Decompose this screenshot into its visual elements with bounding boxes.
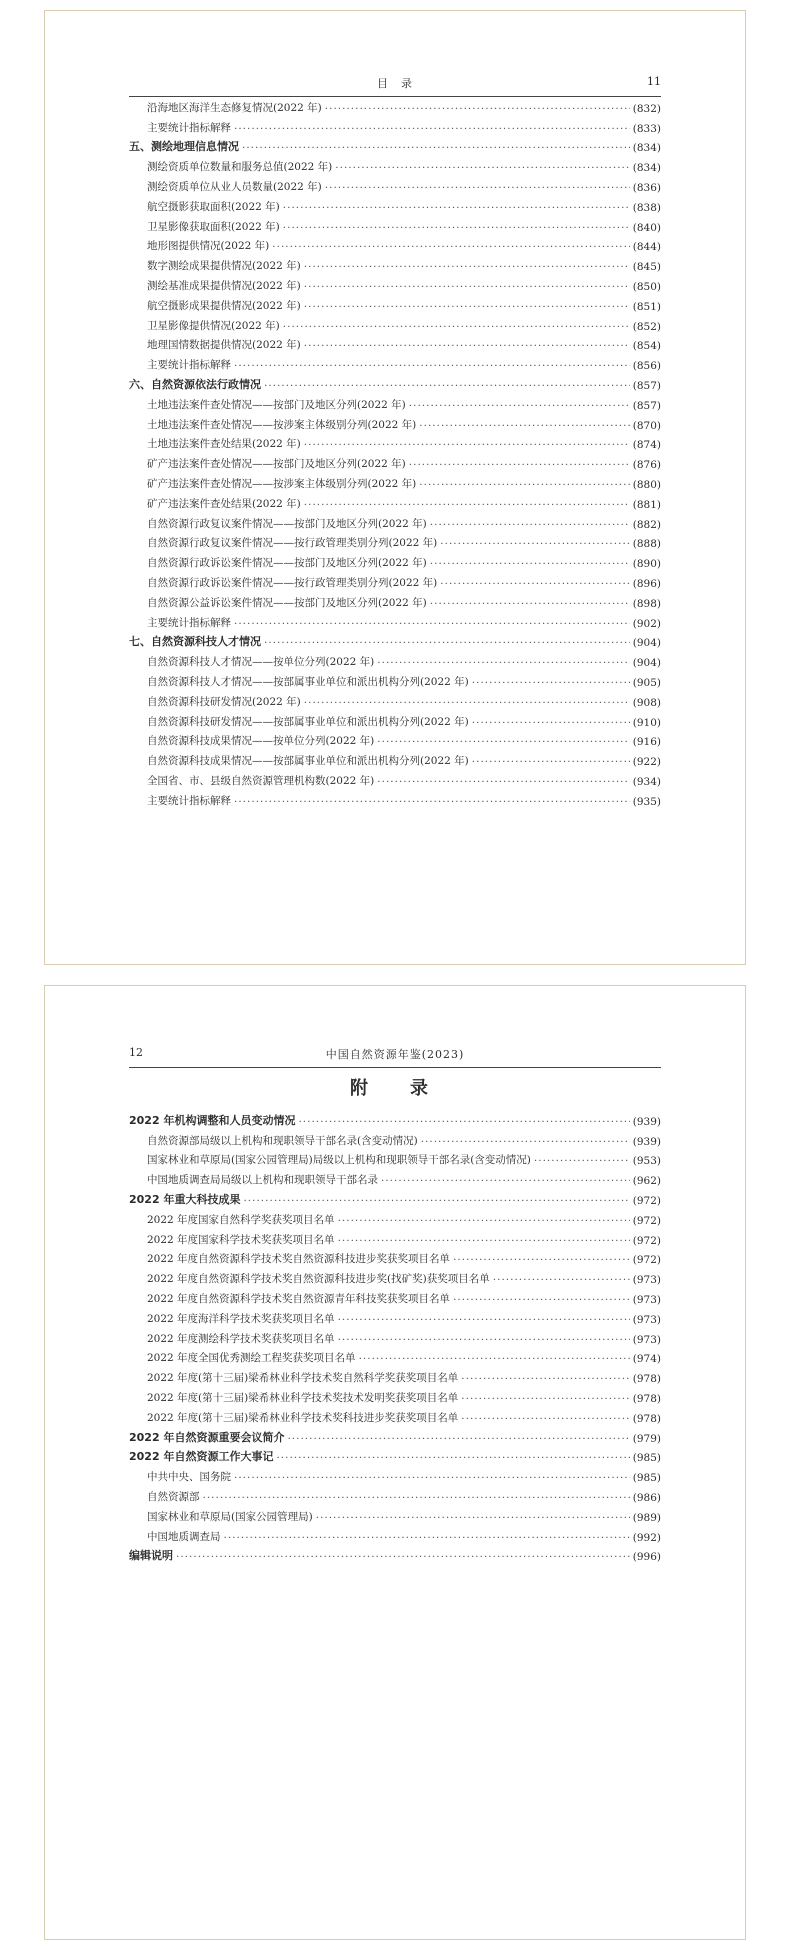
toc-entry-title: 2022 年度国家自然科学奖获奖项目名单: [147, 1213, 335, 1226]
toc-entry-page: (840): [632, 221, 661, 234]
toc-entry-title: 航空摄影成果提供情况(2022 年): [147, 299, 301, 312]
toc-entry[interactable]: [129, 709, 661, 729]
toc-entry-page: (996): [632, 1551, 661, 1564]
toc-entry-title: 中共中央、国务院: [147, 1471, 231, 1484]
toc-entry-page: (896): [632, 577, 661, 590]
toc-entry-page: (904): [632, 637, 661, 650]
dot-leader: [283, 222, 630, 234]
toc-entry-page: (856): [632, 360, 661, 373]
toc-entry-title: 矿产违法案件查处情况——按涉案主体级别分列(2022 年): [147, 477, 417, 490]
dot-leader: [377, 657, 630, 669]
dot-leader: [298, 1116, 629, 1128]
dot-leader: [430, 598, 630, 610]
header-title: 目 录: [377, 77, 413, 90]
toc-entry[interactable]: [129, 432, 661, 452]
toc-entry-page: (972): [632, 1254, 661, 1267]
toc-entry[interactable]: [129, 333, 661, 353]
toc-entry[interactable]: [129, 570, 661, 590]
toc-entry[interactable]: [129, 689, 661, 709]
toc-entry-page: (851): [632, 300, 661, 313]
toc-entry[interactable]: [129, 313, 661, 333]
dot-leader: [461, 1373, 630, 1385]
toc-entry[interactable]: [129, 1207, 661, 1227]
dot-leader: [359, 1353, 630, 1365]
toc-entry-title: 自然资源行政诉讼案件情况——按部门及地区分列(2022 年): [147, 557, 427, 570]
toc-section-entry[interactable]: [129, 1108, 661, 1128]
toc-entry-page: (953): [632, 1155, 661, 1168]
toc-entry[interactable]: [129, 1227, 661, 1247]
toc-entry-page: (904): [632, 657, 661, 670]
toc-entry-title: 2022 年自然资源工作大事记: [129, 1450, 274, 1464]
toc-entry-page: (850): [632, 280, 661, 293]
toc-entry[interactable]: [129, 194, 661, 214]
toc-entry[interactable]: [129, 669, 661, 689]
toc-entry[interactable]: [129, 610, 661, 630]
toc-entry-title: 全国省、市、县级自然资源管理机构数(2022 年): [147, 774, 375, 787]
toc-entry-page: (874): [632, 439, 661, 452]
toc-entry-title: 自然资源公益诉讼案件情况——按部门及地区分列(2022 年): [147, 596, 427, 609]
toc-entry-title: 矿产违法案件查处结果(2022 年): [147, 497, 301, 510]
toc-entry[interactable]: [129, 531, 661, 551]
dot-leader: [419, 420, 630, 432]
toc-entry-page: (834): [632, 162, 661, 175]
header-title: 中国自然资源年鉴(2023): [325, 1048, 465, 1061]
toc-entry-title: 2022 年度海洋科学技术奖获奖项目名单: [147, 1312, 335, 1325]
toc-entry-page: (857): [632, 399, 661, 412]
dot-leader: [440, 578, 630, 590]
toc-entry-page: (979): [632, 1432, 661, 1445]
dot-leader: [421, 1136, 630, 1148]
toc-entry-page: (905): [632, 676, 661, 689]
toc-entry-page: (989): [632, 1511, 661, 1524]
toc-entry-page: (888): [632, 538, 661, 551]
dot-leader: [224, 1532, 630, 1544]
toc-entry-title: 2022 年度自然资源科学技术奖自然资源科技进步奖(找矿奖)获奖项目名单: [147, 1273, 490, 1286]
toc-entry[interactable]: [129, 491, 661, 511]
toc-entry-title: 自然资源行政诉讼案件情况——按行政管理类别分列(2022 年): [147, 576, 438, 589]
toc-entry-title: 2022 年重大科技成果: [129, 1192, 241, 1206]
dot-leader: [242, 142, 630, 154]
dot-leader: [283, 321, 630, 333]
toc-entry[interactable]: [129, 1266, 661, 1286]
toc-entry-title: 自然资源部局级以上机构和现职领导干部名录(含变动情况): [147, 1134, 418, 1147]
dot-leader: [325, 103, 630, 115]
dot-leader: [453, 1254, 630, 1266]
toc-entry[interactable]: [129, 1128, 661, 1148]
toc-entry[interactable]: [129, 293, 661, 313]
toc-entry-title: 土地违法案件查处情况——按部门及地区分列(2022 年): [147, 398, 406, 411]
dot-leader: [203, 1492, 630, 1504]
dot-leader: [461, 1393, 630, 1405]
toc-entry-title: 地形图提供情况(2022 年): [147, 240, 270, 253]
dot-leader: [338, 1334, 630, 1346]
dot-leader: [264, 637, 630, 649]
toc-entry[interactable]: [129, 1365, 661, 1385]
toc-entry-page: (916): [632, 736, 661, 749]
toc-entry-page: (876): [632, 459, 661, 472]
dot-leader: [264, 380, 630, 392]
toc-entry-page: (910): [632, 716, 661, 729]
toc-entry[interactable]: [129, 1405, 661, 1425]
toc-list: [129, 1108, 661, 1563]
toc-entry-title: 航空摄影获取面积(2022 年): [147, 200, 280, 213]
dot-leader: [304, 261, 630, 273]
toc-entry-title: 自然资源行政复议案件情况——按行政管理类别分列(2022 年): [147, 537, 438, 550]
toc-entry-page: (973): [632, 1313, 661, 1326]
toc-entry-page: (845): [632, 261, 661, 274]
toc-entry[interactable]: [129, 352, 661, 372]
toc-entry-title: 2022 年度(第十三届)梁希林业科学技术奖技术发明奖获奖项目名单: [147, 1391, 459, 1404]
toc-entry[interactable]: [129, 115, 661, 135]
header-page-number: 12: [129, 1046, 143, 1059]
toc-entry-title: 矿产违法案件查处情况——按部门及地区分列(2022 年): [147, 458, 406, 471]
toc-entry-title: 自然资源科技成果情况——按部属事业单位和派出机构分列(2022 年): [147, 755, 469, 768]
dot-leader: [304, 697, 630, 709]
toc-entry-title: 数字测绘成果提供情况(2022 年): [147, 260, 301, 273]
header-page-number: 11: [647, 75, 661, 88]
toc-entry-title: 国家林业和草原局(国家公园管理局): [147, 1510, 313, 1523]
toc-entry-title: 土地违法案件查处情况——按涉案主体级别分列(2022 年): [147, 418, 417, 431]
toc-entry-page: (962): [632, 1175, 661, 1188]
toc-entry[interactable]: [129, 729, 661, 749]
toc-entry-title: 测绘资质单位从业人员数量(2022 年): [147, 180, 322, 193]
toc-entry-page: (857): [632, 379, 661, 392]
toc-entry-title: 自然资源科技研发情况(2022 年): [147, 695, 301, 708]
toc-entry-page: (898): [632, 597, 661, 610]
dot-leader: [304, 499, 630, 511]
toc-entry-page: (922): [632, 756, 661, 769]
toc-entry[interactable]: [129, 1306, 661, 1326]
toc-entry-title: 自然资源科技人才情况——按单位分列(2022 年): [147, 656, 375, 669]
dot-leader: [430, 519, 630, 531]
toc-entry[interactable]: [129, 154, 661, 174]
dot-leader: [335, 162, 630, 174]
toc-entry-page: (939): [632, 1115, 661, 1128]
toc-entry-page: (986): [632, 1491, 661, 1504]
dot-leader: [276, 1452, 629, 1464]
toc-entry[interactable]: [129, 451, 661, 471]
toc-section-entry[interactable]: [129, 1425, 661, 1445]
dot-leader: [234, 618, 630, 630]
dot-leader: [409, 400, 630, 412]
dot-leader: [453, 1294, 630, 1306]
toc-entry[interactable]: [129, 1346, 661, 1366]
toc-entry[interactable]: [129, 1385, 661, 1405]
toc-entry[interactable]: [129, 748, 661, 768]
toc-section-entry[interactable]: [129, 1445, 661, 1465]
toc-entry-title: 地理国情数据提供情况(2022 年): [147, 339, 301, 352]
toc-entry-page: (972): [632, 1234, 661, 1247]
toc-entry-page: (972): [632, 1214, 661, 1227]
toc-entry-title: 卫星影像提供情况(2022 年): [147, 319, 280, 332]
dot-leader: [472, 677, 630, 689]
toc-entry-page: (844): [632, 241, 661, 254]
toc-entry[interactable]: [129, 511, 661, 531]
toc-entry-page: (852): [632, 320, 661, 333]
dot-leader: [377, 776, 630, 788]
toc-entry-title: 测绘资质单位数量和服务总值(2022 年): [147, 161, 333, 174]
dot-leader: [287, 1433, 629, 1445]
page-11: [44, 10, 746, 965]
toc-entry[interactable]: [129, 1464, 661, 1484]
toc-entry-title: 主要统计指标解释: [147, 359, 231, 372]
dot-leader: [338, 1235, 630, 1247]
toc-entry[interactable]: [129, 1504, 661, 1524]
toc-entry-page: (973): [632, 1274, 661, 1287]
toc-entry[interactable]: [129, 174, 661, 194]
dot-leader: [304, 340, 630, 352]
toc-entry-title: 六、自然资源依法行政情况: [129, 377, 261, 391]
toc-entry-title: 测绘基准成果提供情况(2022 年): [147, 279, 301, 292]
toc-entry-page: (881): [632, 498, 661, 511]
toc-entry[interactable]: [129, 1326, 661, 1346]
dot-leader: [377, 736, 630, 748]
toc-entry-page: (838): [632, 201, 661, 214]
toc-entry-title: 国家林业和草原局(国家公园管理局)局级以上机构和现职领导干部名录(含变动情况): [147, 1154, 531, 1167]
toc-entry-page: (834): [632, 142, 661, 155]
toc-entry-title: 主要统计指标解释: [147, 794, 231, 807]
dot-leader: [176, 1551, 630, 1563]
toc-section-entry[interactable]: [129, 1544, 661, 1564]
page-12: [44, 985, 746, 1940]
toc-entry-page: (833): [632, 122, 661, 135]
toc-entry-page: (978): [632, 1392, 661, 1405]
toc-entry[interactable]: [129, 1167, 661, 1187]
toc-entry-page: (908): [632, 696, 661, 709]
toc-list: [129, 95, 661, 808]
toc-entry-page: (974): [632, 1353, 661, 1366]
toc-entry-title: 2022 年度国家科学技术奖获奖项目名单: [147, 1233, 335, 1246]
toc-entry-page: (890): [632, 558, 661, 571]
toc-entry[interactable]: [129, 590, 661, 610]
dot-leader: [272, 241, 630, 253]
toc-entry-page: (832): [632, 102, 661, 115]
toc-entry-page: (854): [632, 340, 661, 353]
toc-entry-page: (870): [632, 419, 661, 432]
toc-entry-page: (992): [632, 1531, 661, 1544]
toc-entry-title: 沿海地区海洋生态修复情况(2022 年): [147, 101, 322, 114]
toc-entry[interactable]: [129, 392, 661, 412]
dot-leader: [409, 459, 630, 471]
toc-entry-title: 自然资源部: [147, 1490, 200, 1503]
dot-leader: [304, 301, 630, 313]
toc-entry[interactable]: [129, 550, 661, 570]
toc-entry[interactable]: [129, 649, 661, 669]
toc-entry-page: (836): [632, 181, 661, 194]
toc-entry-title: 2022 年度全国优秀测绘工程奖获奖项目名单: [147, 1352, 356, 1365]
dot-leader: [304, 439, 630, 451]
toc-entry[interactable]: [129, 412, 661, 432]
toc-entry-page: (973): [632, 1293, 661, 1306]
toc-entry-page: (978): [632, 1412, 661, 1425]
toc-entry-page: (902): [632, 617, 661, 630]
dot-leader: [325, 182, 630, 194]
toc-entry-title: 中国地质调查局局级以上机构和现职领导干部名录: [147, 1174, 378, 1187]
toc-entry[interactable]: [129, 214, 661, 234]
toc-entry[interactable]: [129, 234, 661, 254]
toc-entry[interactable]: [129, 1148, 661, 1168]
toc-entry[interactable]: [129, 253, 661, 273]
dot-leader: [234, 123, 630, 135]
dot-leader: [283, 202, 630, 214]
dot-leader: [472, 756, 630, 768]
toc-entry[interactable]: [129, 788, 661, 808]
dot-leader: [440, 538, 630, 550]
section-heading: 附 录: [350, 1078, 440, 1099]
toc-entry[interactable]: [129, 1286, 661, 1306]
toc-entry[interactable]: [129, 1247, 661, 1267]
dot-leader: [493, 1274, 630, 1286]
dot-leader: [534, 1155, 630, 1167]
dot-leader: [243, 1195, 629, 1207]
toc-entry-title: 2022 年度测绘科学技术奖获奖项目名单: [147, 1332, 335, 1345]
dot-leader: [472, 717, 630, 729]
dot-leader: [338, 1314, 630, 1326]
dot-leader: [234, 1472, 630, 1484]
toc-entry-title: 自然资源科技研发情况——按部属事业单位和派出机构分列(2022 年): [147, 715, 469, 728]
toc-entry-page: (935): [632, 795, 661, 808]
page-header: [129, 1046, 661, 1068]
toc-entry-page: (972): [632, 1194, 661, 1207]
toc-entry-title: 五、测绘地理信息情况: [129, 140, 239, 154]
toc-entry[interactable]: [129, 768, 661, 788]
toc-entry-title: 七、自然资源科技人才情况: [129, 635, 261, 649]
dot-leader: [234, 360, 630, 372]
toc-section-entry[interactable]: [129, 135, 661, 155]
toc-entry-title: 主要统计指标解释: [147, 616, 231, 629]
toc-entry[interactable]: [129, 273, 661, 293]
dot-leader: [234, 796, 630, 808]
toc-entry[interactable]: [129, 95, 661, 115]
toc-entry[interactable]: [129, 1524, 661, 1544]
dot-leader: [461, 1413, 630, 1425]
dot-leader: [338, 1215, 630, 1227]
toc-entry-title: 自然资源行政复议案件情况——按部门及地区分列(2022 年): [147, 517, 427, 530]
toc-entry-title: 主要统计指标解释: [147, 121, 231, 134]
toc-entry-title: 土地违法案件查处结果(2022 年): [147, 438, 301, 451]
toc-entry-page: (978): [632, 1373, 661, 1386]
toc-entry-title: 自然资源科技人才情况——按部属事业单位和派出机构分列(2022 年): [147, 675, 469, 688]
header-rule: [129, 1067, 661, 1068]
toc-entry-title: 2022 年自然资源重要会议简介: [129, 1430, 285, 1444]
toc-entry-title: 自然资源科技成果情况——按单位分列(2022 年): [147, 735, 375, 748]
page-header: [129, 75, 661, 97]
toc-entry-title: 编辑说明: [129, 1549, 173, 1563]
toc-entry[interactable]: [129, 471, 661, 491]
toc-entry-title: 2022 年度自然资源科学技术奖自然资源科技进步奖获奖项目名单: [147, 1253, 451, 1266]
toc-entry-title: 卫星影像获取面积(2022 年): [147, 220, 280, 233]
toc-entry-page: (985): [632, 1452, 661, 1465]
dot-leader: [419, 479, 630, 491]
toc-entry-page: (939): [632, 1135, 661, 1148]
toc-entry-title: 2022 年度自然资源科学技术奖自然资源青年科技奖获奖项目名单: [147, 1292, 451, 1305]
toc-section-entry[interactable]: [129, 1187, 661, 1207]
dot-leader: [381, 1175, 630, 1187]
toc-entry-title: 中国地质调查局: [147, 1530, 221, 1543]
dot-leader: [304, 281, 630, 293]
toc-section-entry[interactable]: [129, 630, 661, 650]
toc-entry-title: 2022 年机构调整和人员变动情况: [129, 1113, 296, 1127]
toc-entry-title: 2022 年度(第十三届)梁希林业科学技术奖科技进步奖获奖项目名单: [147, 1411, 459, 1424]
toc-entry-page: (934): [632, 775, 661, 788]
toc-entry-page: (882): [632, 518, 661, 531]
toc-entry-page: (880): [632, 478, 661, 491]
toc-entry[interactable]: [129, 1484, 661, 1504]
dot-leader: [316, 1512, 630, 1524]
toc-entry-title: 2022 年度(第十三届)梁希林业科学技术奖自然科学奖获奖项目名单: [147, 1372, 459, 1385]
toc-entry-page: (985): [632, 1472, 661, 1485]
toc-section-entry[interactable]: [129, 372, 661, 392]
dot-leader: [430, 558, 630, 570]
toc-entry-page: (973): [632, 1333, 661, 1346]
